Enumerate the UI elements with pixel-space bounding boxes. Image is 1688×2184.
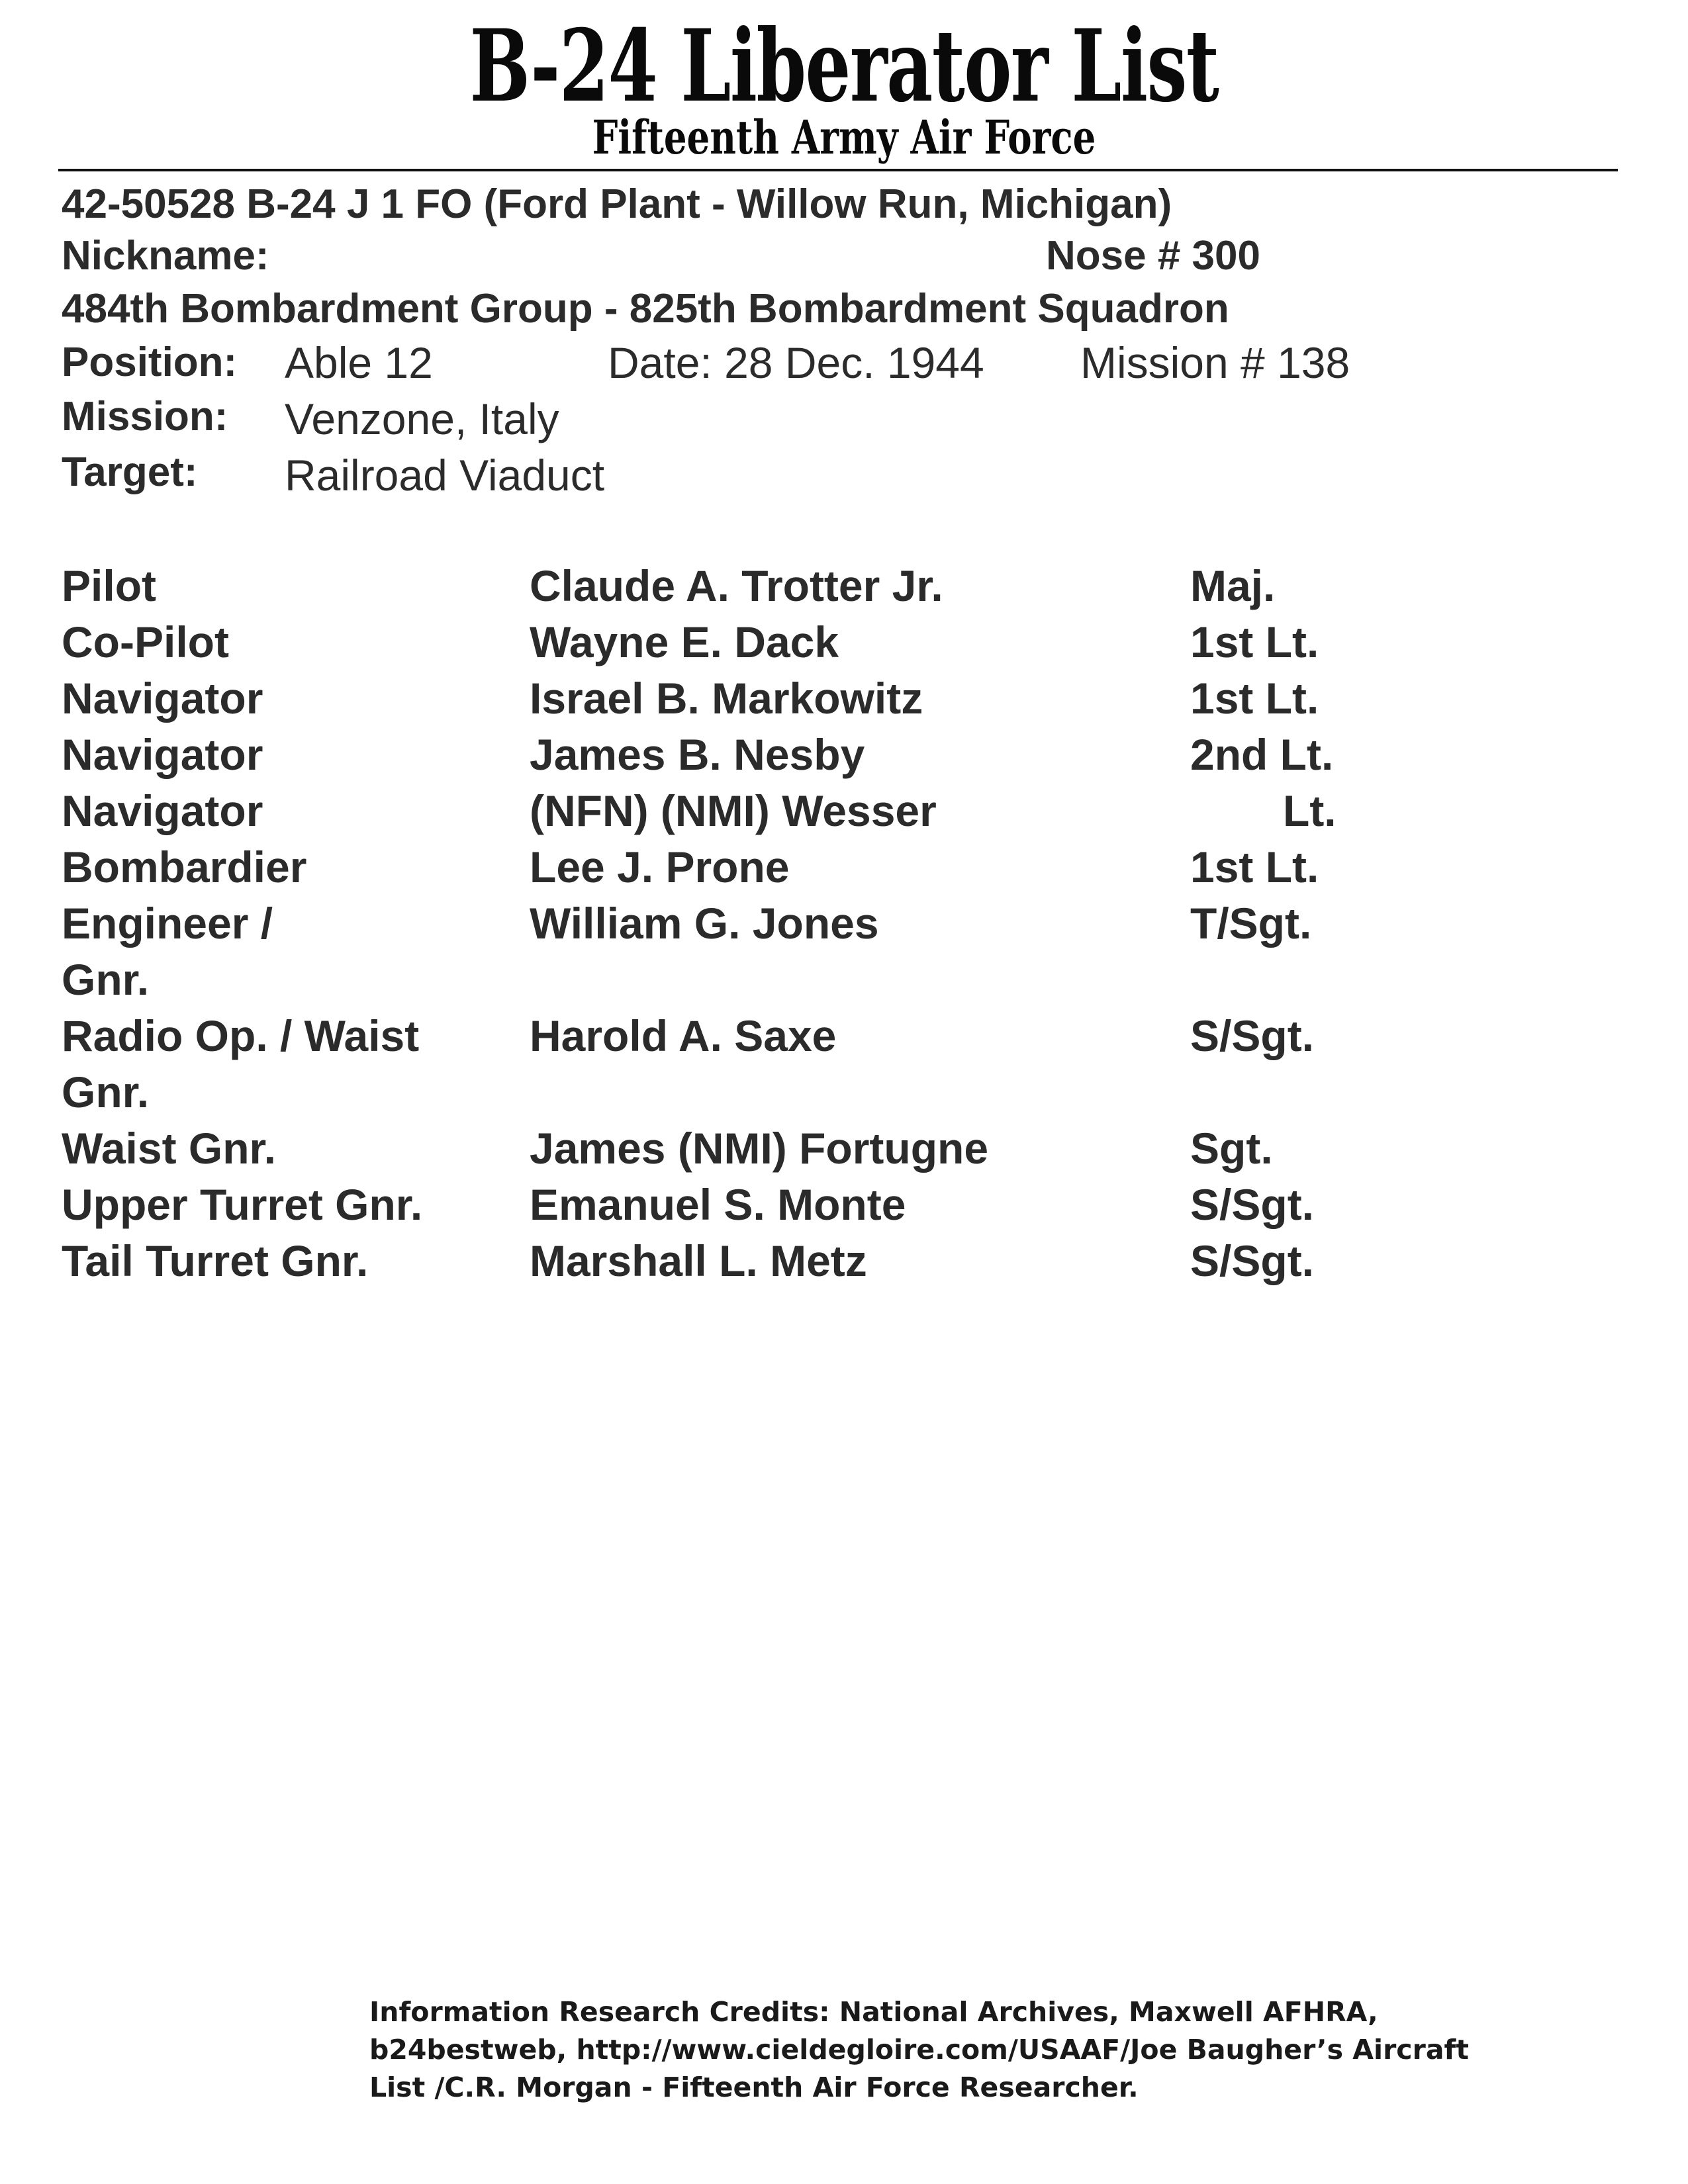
crew-name: Emanuel S. Monte bbox=[530, 1180, 906, 1229]
mission-label: Mission: bbox=[62, 394, 228, 439]
crew-name: (NFN) (NMI) Wesser bbox=[530, 786, 937, 835]
crew-name: Israel B. Markowitz bbox=[530, 674, 923, 723]
crew-name: James B. Nesby bbox=[530, 730, 865, 779]
mission-number: Mission # 138 bbox=[1080, 338, 1350, 387]
serial-line: 42-50528 B-24 J 1 FO (Ford Plant - Willow Run, Michigan) bbox=[62, 181, 1172, 227]
crew-rank: 1st Lt. bbox=[1190, 674, 1319, 723]
crew-row bbox=[62, 783, 1455, 839]
target-label: Target: bbox=[62, 449, 198, 495]
crew-role: Tail Turret Gnr. bbox=[62, 1236, 369, 1285]
crew-row bbox=[62, 1177, 1455, 1233]
crew-role: Co-Pilot bbox=[62, 617, 229, 666]
crew-rank: 2nd Lt. bbox=[1190, 730, 1334, 779]
research-credits: Information Research Credits: National Archives, Maxwell AFHRA, b24bestweb, http://www.cieldegloire.com/USAAF/Joe Baugher’s Aircraft List /C.R. Morgan - Fifteenth Air Force Researcher. bbox=[369, 1996, 1469, 2103]
crew-row bbox=[62, 670, 1455, 727]
crew-role: Bombardier bbox=[62, 842, 307, 891]
nickname-label: Nickname: bbox=[62, 233, 269, 279]
crew-role: Radio Op. / Waist Gnr. bbox=[62, 1011, 420, 1116]
header-divider bbox=[58, 169, 1618, 171]
crew-rank: T/Sgt. bbox=[1190, 899, 1312, 948]
crew-row bbox=[62, 727, 1455, 783]
crew-role: Navigator bbox=[62, 730, 263, 779]
crew-name: Wayne E. Dack bbox=[530, 617, 839, 666]
crew-role: Navigator bbox=[62, 674, 263, 723]
crew-rank: S/Sgt. bbox=[1190, 1180, 1315, 1229]
crew-role: Waist Gnr. bbox=[62, 1124, 276, 1173]
target-value: Railroad Viaduct bbox=[285, 451, 605, 500]
crew-role: Engineer / Gnr. bbox=[62, 899, 273, 1004]
page-subtitle: Fifteenth Army Air Force bbox=[592, 110, 1096, 165]
crew-list bbox=[62, 558, 1455, 1289]
crew-name: Marshall L. Metz bbox=[530, 1236, 867, 1285]
crew-rank: Lt. bbox=[1283, 786, 1336, 835]
crew-name: Lee J. Prone bbox=[530, 842, 790, 891]
crew-row bbox=[62, 1008, 1455, 1120]
crew-name: William G. Jones bbox=[530, 899, 879, 948]
crew-name: Harold A. Saxe bbox=[530, 1011, 837, 1060]
crew-role: Upper Turret Gnr. bbox=[62, 1180, 423, 1229]
crew-rank: 1st Lt. bbox=[1190, 617, 1319, 666]
crew-rank: S/Sgt. bbox=[1190, 1236, 1315, 1285]
mission-value: Venzone, Italy bbox=[285, 394, 559, 443]
nose-number: Nose # 300 bbox=[1046, 233, 1260, 279]
position-value: Able 12 bbox=[285, 338, 433, 387]
crew-role: Navigator bbox=[62, 786, 263, 835]
unit-line: 484th Bombardment Group - 825th Bombardment Squadron bbox=[62, 286, 1229, 332]
crew-rank: Maj. bbox=[1190, 561, 1276, 610]
crew-row bbox=[62, 558, 1455, 614]
page-title: B-24 Liberator List bbox=[469, 8, 1219, 124]
crew-rank: 1st Lt. bbox=[1190, 842, 1319, 891]
crew-name: Claude A. Trotter Jr. bbox=[530, 561, 943, 610]
crew-row bbox=[62, 839, 1455, 895]
crew-row bbox=[62, 895, 1455, 1008]
crew-name: James (NMI) Fortugne bbox=[530, 1124, 989, 1173]
crew-rank: S/Sgt. bbox=[1190, 1011, 1315, 1060]
crew-role: Pilot bbox=[62, 561, 156, 610]
mission-date: Date: 28 Dec. 1944 bbox=[608, 338, 984, 387]
crew-row bbox=[62, 1233, 1455, 1289]
crew-row bbox=[62, 614, 1455, 670]
crew-rank: Sgt. bbox=[1190, 1124, 1273, 1173]
position-label: Position: bbox=[62, 340, 238, 385]
crew-row bbox=[62, 1120, 1455, 1177]
